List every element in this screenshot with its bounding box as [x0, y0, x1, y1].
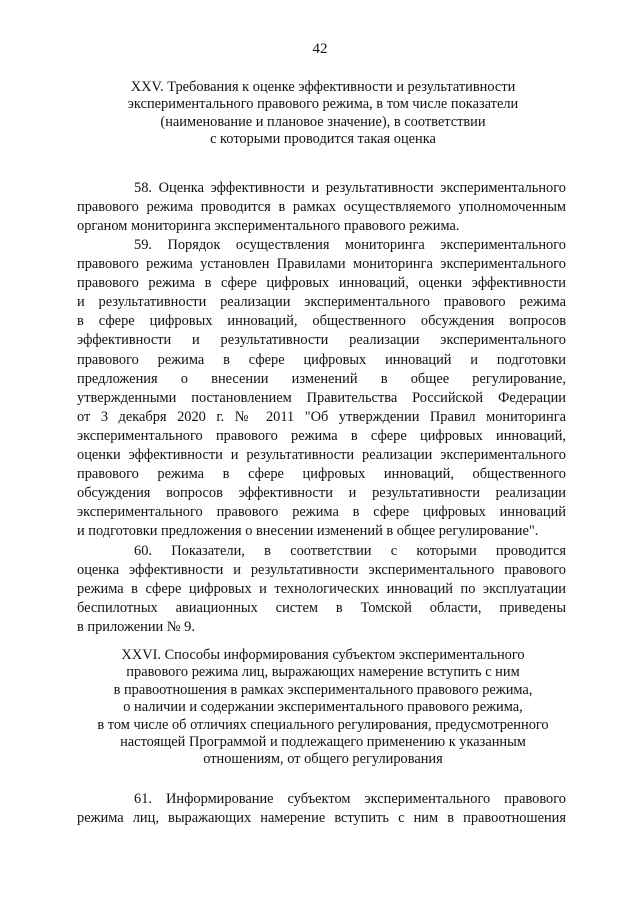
- paragraph-line: и результативности реализации экспериментального правового режима: [77, 294, 566, 311]
- heading-line: отношениям, от общего регулирования: [203, 751, 443, 768]
- paragraph-line: оценки эффективности и результативности реализации экспериментального: [77, 447, 566, 464]
- paragraph-line: правового режима в сфере цифровых инноваций, общественного: [77, 466, 566, 483]
- paragraph-line: 61. Информирование субъектом экспериментального правового: [134, 791, 566, 807]
- paragraph-line: режима в сфере цифровых и технологических инноваций по эксплуатации: [77, 581, 566, 598]
- heading-line: настоящей Программой и подлежащего применению к указанным: [120, 734, 526, 751]
- heading-line: в правоотношения в рамках экспериментального правового режима,: [113, 681, 533, 698]
- heading-line: XXV. Требования к оценке эффективности и результативности: [130, 79, 516, 95]
- heading-line: экспериментального правового режима, в том числе показатели: [127, 96, 519, 113]
- paragraph-line: предложения о внесении изменений в общее регулирование,: [77, 370, 566, 387]
- paragraph-line: 58. Оценка эффективности и результативности экспериментального: [134, 180, 566, 196]
- paragraph-line: от 3 декабря 2020 г. № 2011 "Об утверждении Правил мониторинга: [77, 408, 566, 425]
- paragraph-line: режима лиц, выражающих намерение вступить с ним в правоотношения: [77, 810, 566, 827]
- paragraph-line: правового режима в сфере цифровых инноваций, оценки эффективности: [77, 275, 566, 292]
- heading-line: с которыми проводится такая оценка: [210, 131, 436, 148]
- paragraph-line: в приложении № 9.: [77, 619, 195, 636]
- paragraph-line: эффективности и результативности реализации экспериментального: [77, 332, 566, 349]
- heading-line: (наименование и плановое значение), в соответствии: [160, 113, 486, 130]
- paragraph-line: органом мониторинга экспериментального правового режима.: [77, 218, 460, 235]
- paragraph-59: [77, 236, 566, 542]
- paragraph-61: [77, 790, 566, 828]
- paragraph-line: утвержденными постановлением Правительства Российской Федерации: [77, 389, 566, 406]
- paragraph-line: и подготовки предложения о внесении изменений в общее регулирование".: [77, 523, 539, 540]
- paragraph-line: оценка эффективности и результативности экспериментального правового: [77, 562, 566, 579]
- paragraph-line: беспилотных авиационных систем в Томской области, приведены: [77, 600, 566, 617]
- paragraph-line: экспериментального правового режима в сфере цифровых инноваций: [77, 504, 566, 521]
- paragraph-line: правового режима проводится в рамках осуществляемого уполномоченным: [77, 199, 566, 216]
- paragraph-line: в сфере цифровых инноваций, общественного обсуждения вопросов: [77, 313, 566, 330]
- paragraph-60: [77, 542, 566, 637]
- paragraph-line: экспериментального правового режима в сфере цифровых инноваций,: [77, 427, 566, 444]
- section-26-heading: [80, 647, 566, 769]
- paragraph-line: 59. Порядок осуществления мониторинга экспериментального: [134, 237, 566, 253]
- heading-line: правового режима лиц, выражающих намерение вступить с ним: [126, 664, 520, 681]
- paragraph-line: правового режима установлен Правилами мониторинга экспериментального: [77, 256, 566, 273]
- paragraph-line: 60. Показатели, в соответствии с которыми проводится: [134, 543, 566, 559]
- paragraph-line: правового режима в сфере цифровых инноваций и подготовки: [77, 351, 566, 368]
- heading-line: о наличии и содержании экспериментального правового режима,: [123, 699, 523, 716]
- page-number: 42: [312, 41, 328, 57]
- heading-line: XXVI. Способы информирования субъектом экспериментального: [121, 647, 525, 663]
- paragraph-58: [77, 179, 566, 236]
- paragraph-line: обсуждения вопросов эффективности и результативности реализации: [77, 485, 566, 502]
- heading-line: в том числе об отличиях специального регулирования, предусмотренного: [97, 716, 549, 733]
- section-25-heading: [80, 79, 566, 149]
